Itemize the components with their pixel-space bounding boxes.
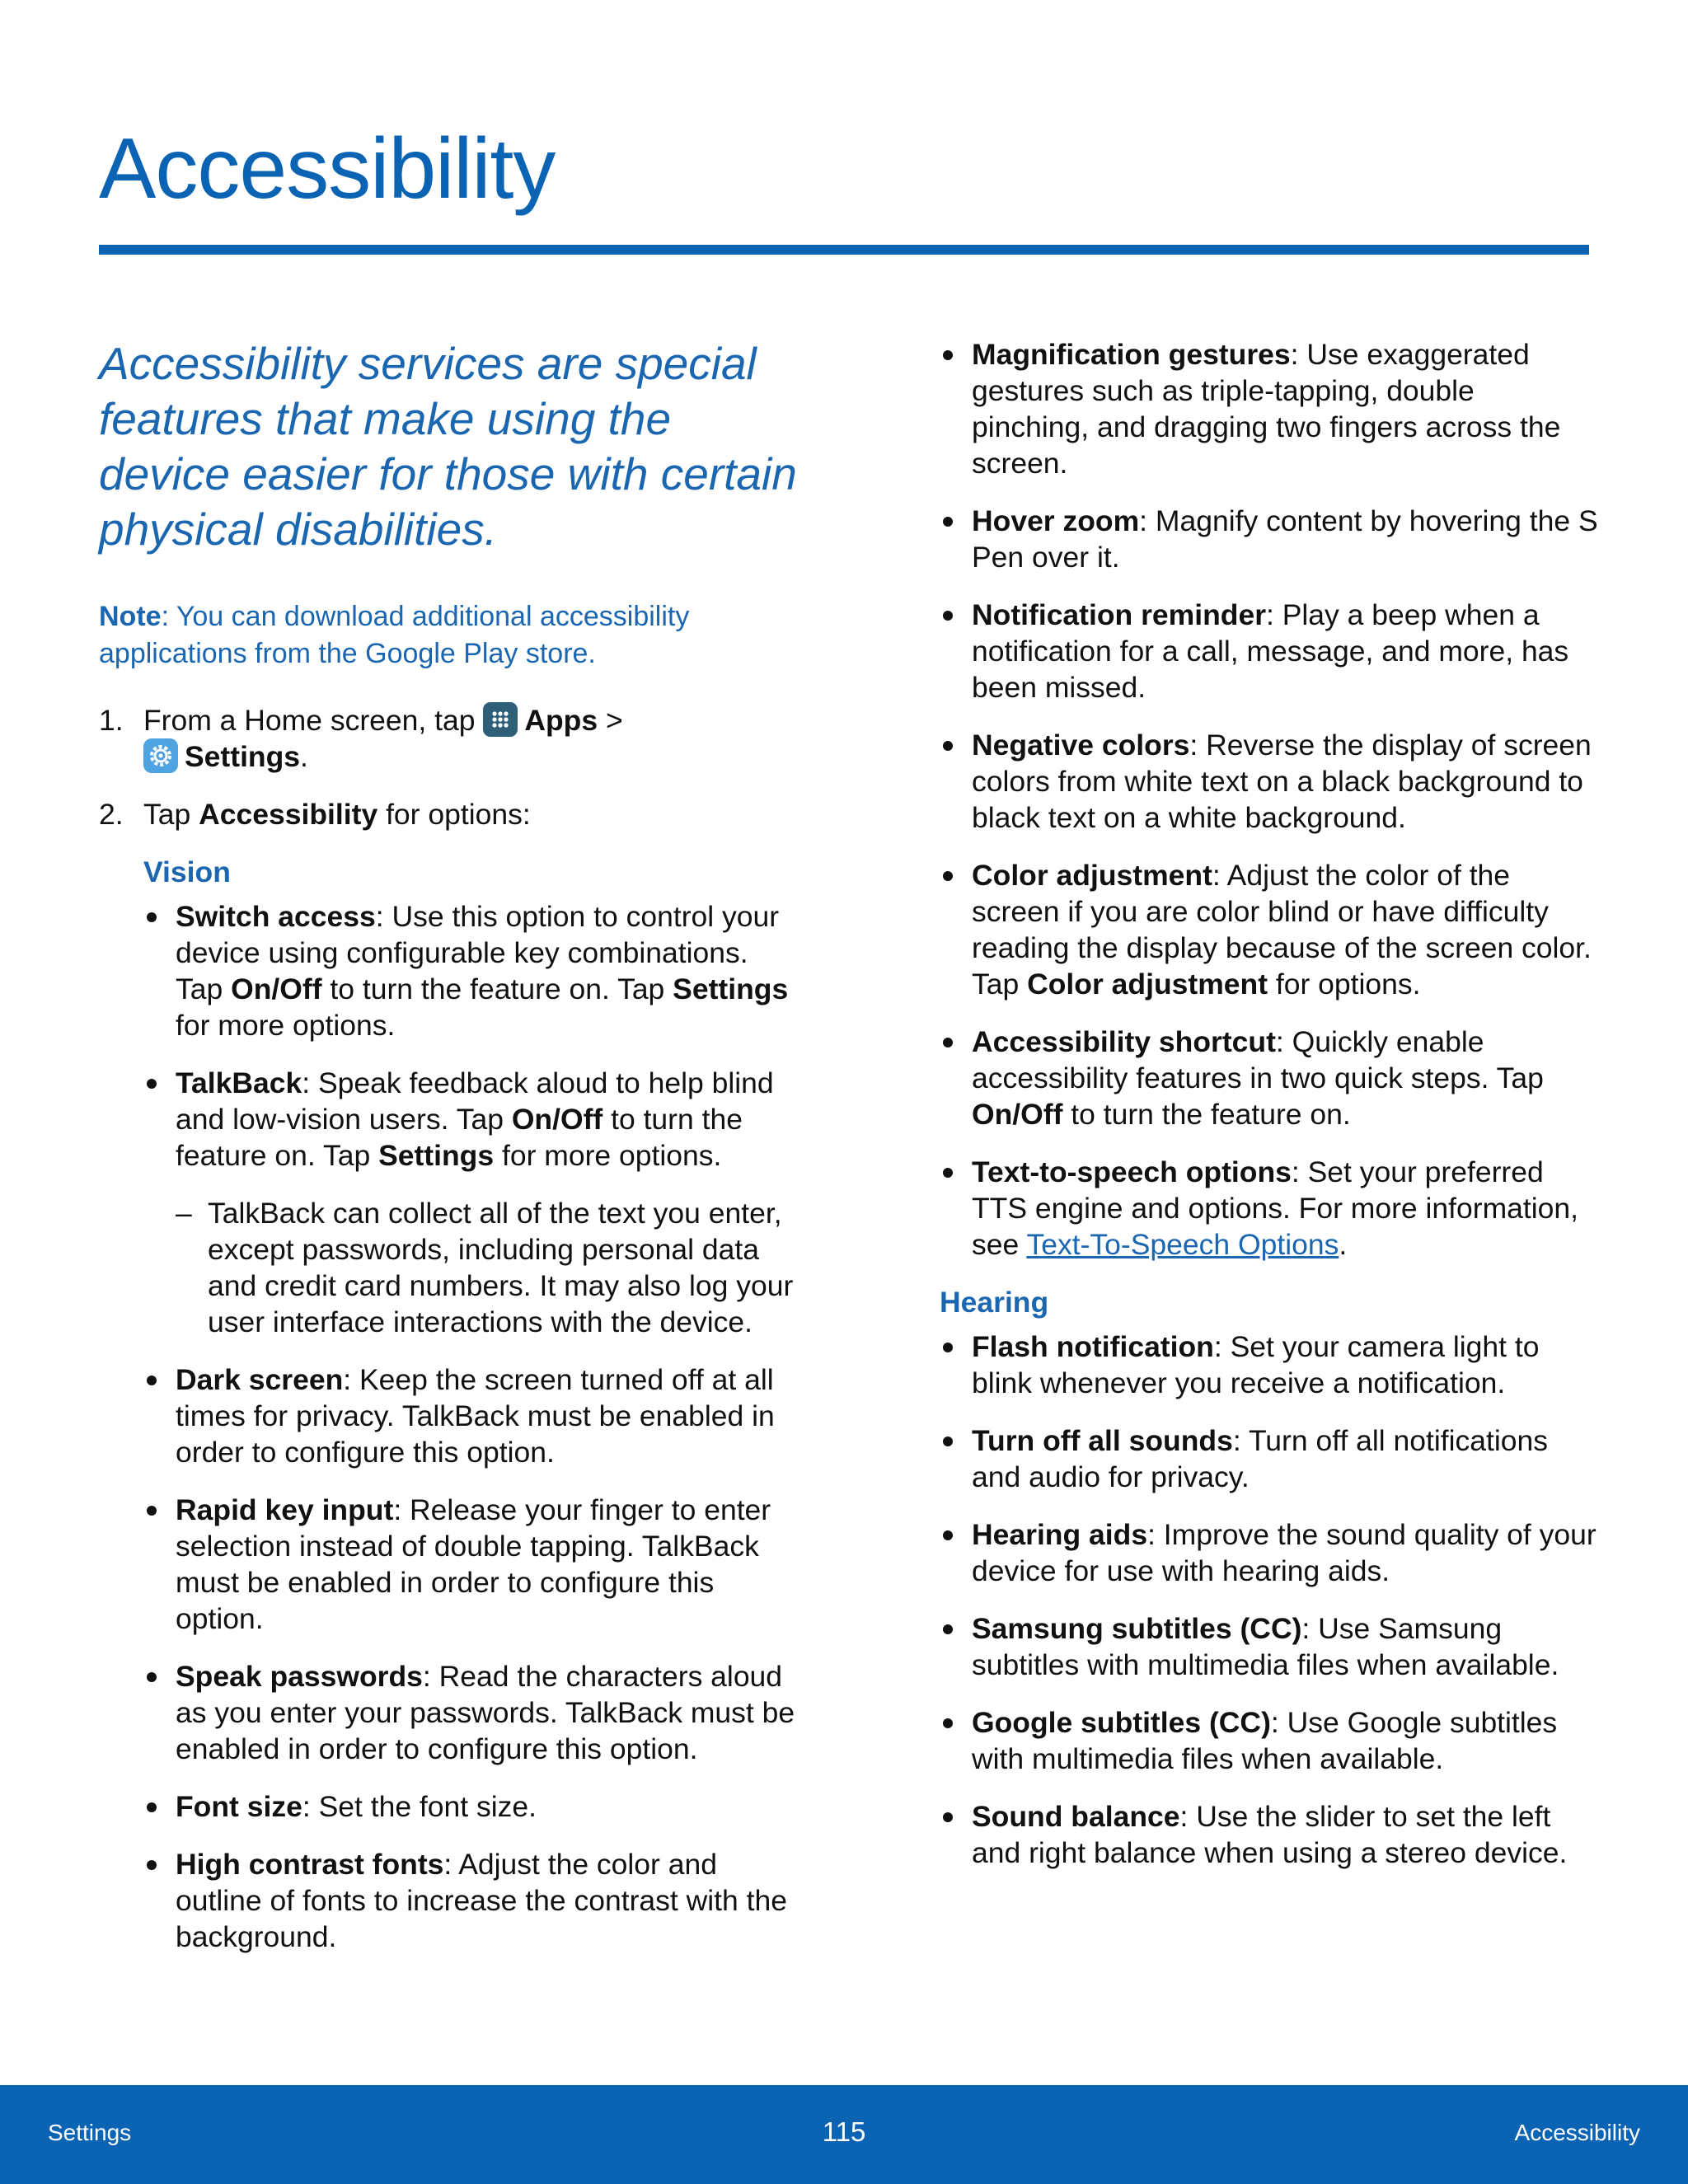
apps-grid-icon (483, 702, 518, 737)
item-title: Google subtitles (CC) (972, 1706, 1271, 1739)
item-text: : Speak feedback aloud to help blind and low-vision users. Tap (176, 1066, 774, 1136)
list-item (940, 1516, 1599, 1589)
list-item (940, 1329, 1599, 1401)
footer-chapter: Accessibility (1514, 2120, 1640, 2145)
footer-section: Settings (48, 2120, 132, 2145)
step-number: 2. (99, 798, 124, 831)
page-number: 115 (822, 2116, 866, 2147)
step-2 (99, 796, 799, 832)
item-text: to turn the feature on. (1062, 1098, 1351, 1131)
item-text: : Quickly enable accessibility features in two quick steps. Tap (972, 1025, 1544, 1094)
note-label: Note (99, 601, 162, 632)
list-item (940, 597, 1599, 705)
list-item (143, 1846, 799, 1955)
step-1 (99, 702, 799, 775)
item-bold: Settings (378, 1139, 495, 1172)
list-item (940, 1798, 1599, 1871)
item-title: Sound balance (972, 1800, 1180, 1833)
item-title: Hearing aids (972, 1518, 1148, 1551)
step-separator: > (605, 704, 623, 737)
page-title: Accessibility (99, 121, 556, 217)
item-bold: Color adjustment (1027, 968, 1268, 1001)
accessibility-label: Accessibility (199, 798, 378, 831)
item-title: TalkBack (176, 1066, 302, 1099)
item-text: for more options. (494, 1139, 722, 1172)
settings-gear-icon (143, 738, 178, 773)
list-item (940, 1610, 1599, 1683)
list-item (940, 1704, 1599, 1777)
item-text: : Set the font size. (302, 1790, 537, 1823)
item-text: to turn the feature on. Tap (176, 1103, 743, 1172)
sub-item-text: TalkBack can collect all of the text you enter, except passwords, including personal data and credit card numbers. It may also log your user interface interactions with the device. (208, 1197, 794, 1338)
item-text: : Play a beep when a notification for a call, message, and more, has been missed. (972, 598, 1569, 704)
item-text: : Set your preferred TTS engine and options. For more information, see (972, 1155, 1579, 1261)
item-text: : Reverse the display of screen colors from white text on a black background to black text on a white background. (972, 729, 1592, 834)
intro-text: Accessibility services are special features that make using the device easier for those with certain physical disabilities. (99, 338, 797, 555)
item-text: : Improve the sound quality of your device for use with hearing aids. (972, 1518, 1597, 1587)
page-footer (0, 2085, 1688, 2184)
item-title: Accessibility shortcut (972, 1025, 1276, 1058)
item-text: : Adjust the color of the screen if you are color blind or have difficulty reading the display because of the screen color. Tap (972, 859, 1592, 1001)
list-item (940, 503, 1599, 575)
vision-list-continued (940, 336, 1599, 1263)
vision-list (143, 898, 799, 1955)
item-text: : Turn off all notifications and audio for privacy. (972, 1424, 1549, 1493)
list-item (143, 898, 799, 1043)
right-column (940, 336, 1599, 1892)
item-text: : Read the characters aloud as you enter your passwords. TalkBack must be enabled in order to configure this option. (176, 1660, 795, 1765)
apps-label: Apps (524, 704, 598, 737)
step-text: From a Home screen, tap (143, 704, 476, 737)
tts-options-link[interactable]: Text-To-Speech Options (1026, 1228, 1339, 1261)
step-number: 1. (99, 704, 124, 737)
hearing-heading: Hearing (940, 1286, 1049, 1319)
item-bold: On/Off (511, 1103, 603, 1136)
item-text: : Use Samsung subtitles with multimedia files when available. (972, 1612, 1559, 1681)
item-title: Rapid key input (176, 1493, 394, 1526)
step-end: . (300, 740, 308, 773)
note (99, 598, 799, 673)
step-text-end: for options: (386, 798, 531, 831)
item-text: for options. (1268, 968, 1421, 1001)
hearing-list (940, 1329, 1599, 1871)
item-title: Text-to-speech options (972, 1155, 1292, 1188)
item-title: Samsung subtitles (CC) (972, 1612, 1302, 1645)
item-title: Font size (176, 1790, 302, 1823)
list-item (143, 1788, 799, 1825)
item-text: : Release your finger to enter selection instead of double tapping. TalkBack must be enabled in order to configure this option. (176, 1493, 771, 1635)
item-title: Magnification gestures (972, 338, 1291, 371)
vision-heading: Vision (143, 855, 231, 888)
step-text: Tap (143, 798, 191, 831)
list-item (143, 1065, 799, 1340)
list-item (940, 336, 1599, 481)
item-title: Negative colors (972, 729, 1190, 762)
sub-item (176, 1195, 799, 1340)
list-item (940, 727, 1599, 836)
list-item (940, 1154, 1599, 1263)
item-text: to turn the feature on. Tap (321, 972, 673, 1005)
item-title: High contrast fonts (176, 1848, 444, 1881)
list-item (143, 1658, 799, 1767)
item-title: Speak passwords (176, 1660, 423, 1693)
item-title: Switch access (176, 900, 376, 933)
item-title: Flash notification (972, 1330, 1214, 1363)
list-item (143, 1492, 799, 1637)
item-title: Color adjustment (972, 859, 1212, 892)
dash-marker: – (176, 1197, 192, 1230)
item-title: Turn off all sounds (972, 1424, 1233, 1457)
item-text: : Use Google subtitles with multimedia files when available. (972, 1706, 1558, 1775)
left-column (99, 336, 799, 1976)
item-bold: Settings (673, 972, 789, 1005)
item-bold: On/Off (231, 972, 322, 1005)
title-divider (99, 245, 1589, 255)
item-text: : Keep the screen turned off at all times for privacy. TalkBack must be enabled in order to configure this option. (176, 1363, 775, 1469)
item-text: : Set your camera light to blink whenever you receive a notification. (972, 1330, 1540, 1399)
note-text: : You can download additional accessibility applications from the Google Play store. (99, 601, 690, 669)
item-text: : Magnify content by hovering the S Pen over it. (972, 504, 1598, 574)
item-bold: On/Off (972, 1098, 1063, 1131)
item-text: . (1339, 1228, 1348, 1261)
item-title: Hover zoom (972, 504, 1140, 537)
settings-label: Settings (185, 740, 301, 773)
list-item (940, 1024, 1599, 1132)
item-text: : Use exaggerated gestures such as triple-tapping, double pinching, and dragging two fingers across the screen. (972, 338, 1561, 480)
item-text: : Use the slider to set the left and right balance when using a stereo device. (972, 1800, 1568, 1869)
list-item (940, 857, 1599, 1002)
item-title: Notification reminder (972, 598, 1267, 631)
item-text: for more options. (176, 1009, 396, 1042)
item-text: : Adjust the color and outline of fonts to increase the contrast with the background. (176, 1848, 787, 1953)
item-text: : Use this option to control your device using configurable key combinations. Tap (176, 900, 780, 1005)
list-item (143, 1361, 799, 1470)
item-title: Dark screen (176, 1363, 344, 1396)
list-item (940, 1422, 1599, 1495)
